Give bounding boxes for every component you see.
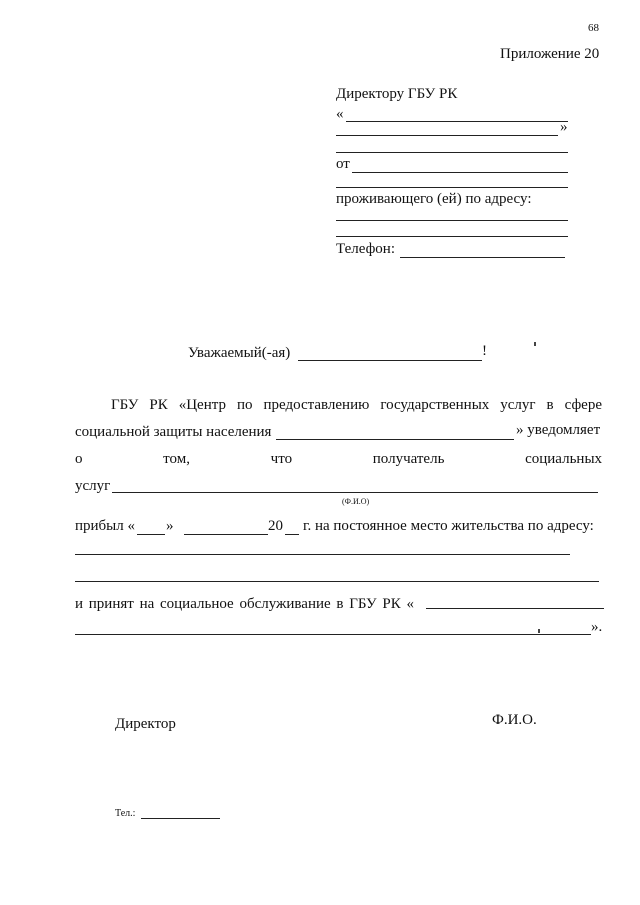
scan-mark <box>538 629 540 633</box>
arrival-year-line <box>285 534 299 535</box>
accepted-org-line-2 <box>75 634 591 635</box>
word: сфере <box>564 397 603 413</box>
salutation: Уважаемый(-ая) <box>188 345 291 361</box>
fio-caption: (Ф.И.О) <box>342 497 370 506</box>
word: о <box>75 451 83 467</box>
paragraph-line-3 <box>75 451 602 468</box>
arrived-suffix: г. на постоянное место жительства по адресу: <box>303 518 594 534</box>
page-number: 68 <box>588 22 599 34</box>
address-line-2 <box>336 236 568 237</box>
recipient-title: Директору ГБУ РК <box>336 86 458 102</box>
closing-quote: ». <box>591 619 603 635</box>
exclamation: ! <box>482 343 487 359</box>
footer-phone-line <box>141 818 220 819</box>
word: РК <box>149 397 168 413</box>
phone-label: Телефон: <box>336 241 395 257</box>
word: социальных <box>525 451 603 467</box>
word: получатель <box>372 451 445 467</box>
word: «Центр <box>178 397 226 413</box>
arrived-quote-close: » <box>166 518 174 534</box>
word: государственных <box>380 397 490 413</box>
residing-label: проживающего (ей) по адресу: <box>336 191 532 207</box>
word: по <box>236 397 253 413</box>
arrival-month-line <box>184 534 268 535</box>
word: что <box>270 451 293 467</box>
paragraph-line-2-start: социальной защиты населения <box>75 424 272 440</box>
arrival-day-line <box>137 534 165 535</box>
paragraph-line-2-end: » уведомляет <box>516 422 601 438</box>
recipient-line-1 <box>346 121 568 122</box>
address-line-1 <box>336 220 568 221</box>
recipient-line-2 <box>336 135 558 136</box>
accepted-org-line <box>426 608 604 609</box>
recipient-fio-line <box>112 492 598 493</box>
year-prefix: 20 <box>268 518 283 534</box>
salutation-name-line <box>298 360 482 361</box>
paragraph-line-1 <box>111 397 602 414</box>
word: предоставлению <box>263 397 370 413</box>
word: в <box>546 397 554 413</box>
from-label: от <box>336 156 350 172</box>
signature-name: Ф.И.О. <box>492 712 537 728</box>
recipient-line-3 <box>336 152 568 153</box>
phone-line <box>400 257 565 258</box>
from-line <box>352 172 568 173</box>
signature-title: Директор <box>115 716 176 732</box>
new-address-line-1 <box>75 554 570 555</box>
new-address-line-2 <box>75 581 599 582</box>
appendix-label: Приложение 20 <box>500 46 600 62</box>
paragraph-line-4-start: услуг <box>75 478 111 494</box>
word: том, <box>163 451 190 467</box>
word: ГБУ <box>111 397 139 413</box>
scan-mark <box>534 342 536 346</box>
open-quote: « <box>336 106 344 122</box>
footer-phone-label: Тел.: <box>115 808 136 819</box>
accepted-text: и принят на социальное обслуживание в ГБУ РК « <box>75 596 414 612</box>
word: услуг <box>500 397 536 413</box>
arrived-prefix: прибыл « <box>75 518 135 534</box>
center-name-line <box>276 439 514 440</box>
from-line-2 <box>336 187 568 188</box>
close-quote: » <box>560 119 568 135</box>
